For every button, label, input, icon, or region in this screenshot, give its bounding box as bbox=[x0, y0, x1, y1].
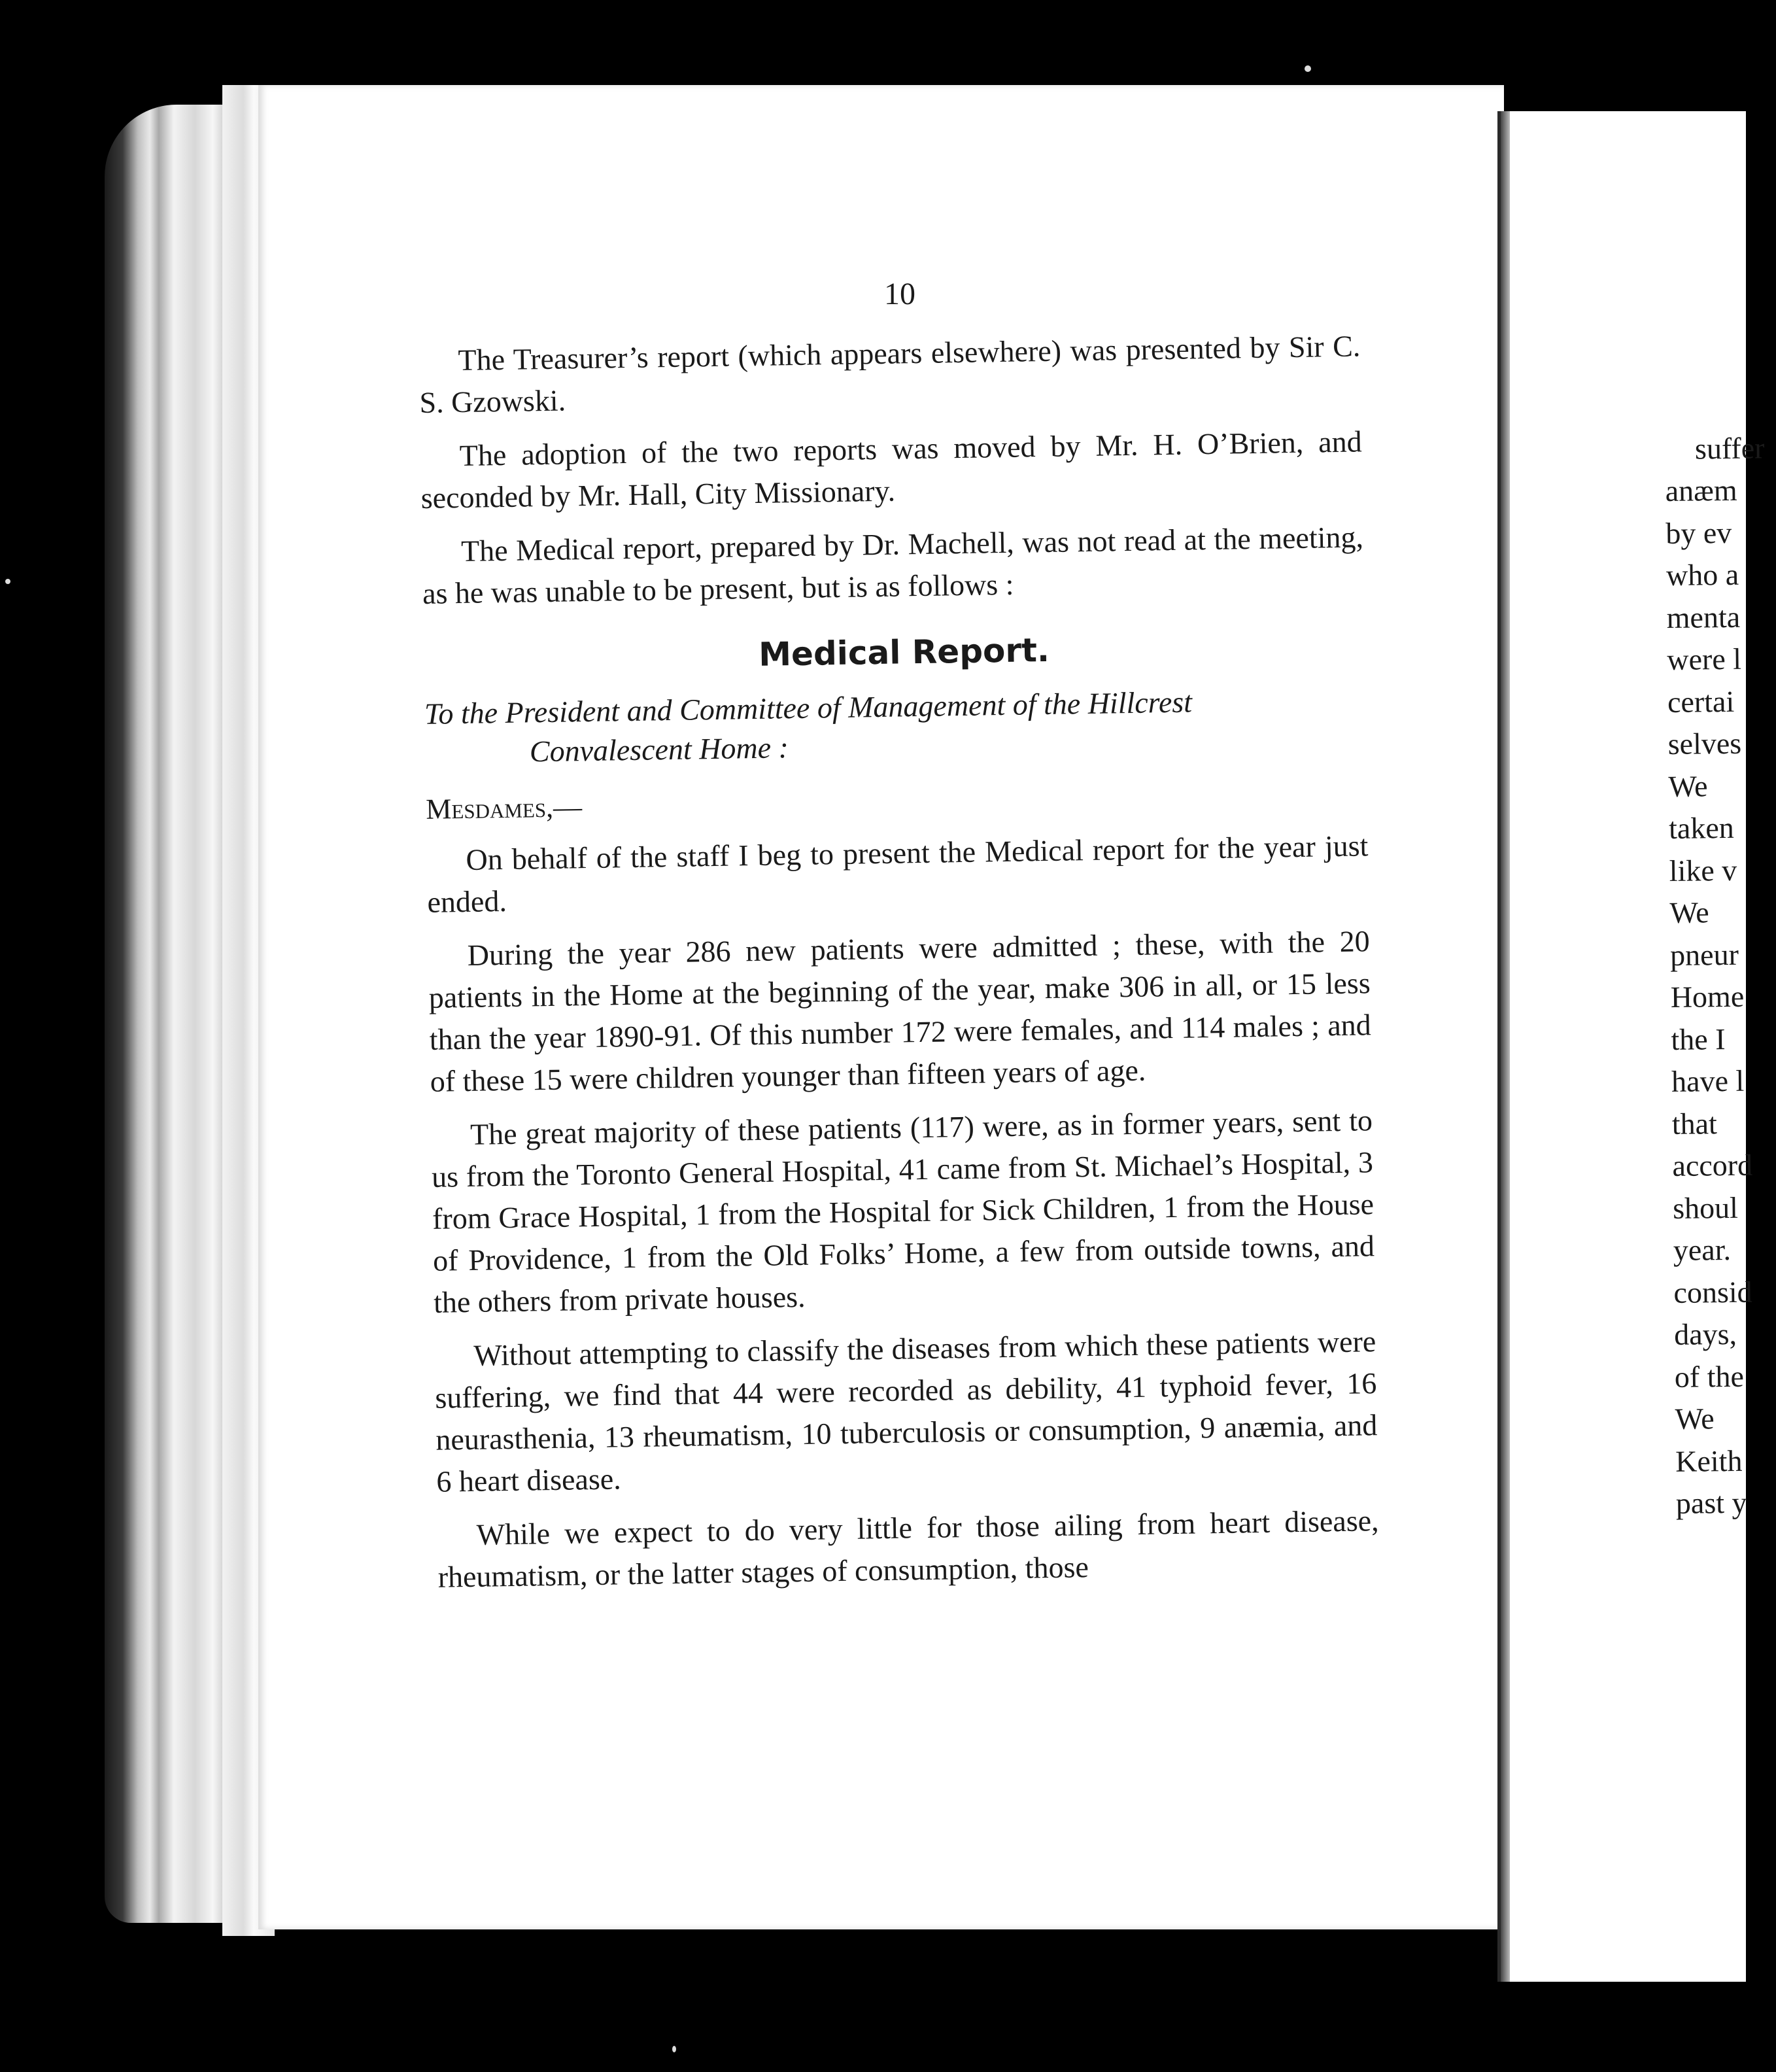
right-line: consid bbox=[1673, 1275, 1752, 1309]
right-line: certai bbox=[1667, 684, 1735, 719]
right-line: Home bbox=[1670, 979, 1745, 1014]
paragraph-adoption: The adoption of the two reports was moved by Mr. H. O’Brien, and seconded by Mr. Hall, City Missionary. bbox=[420, 424, 1363, 515]
page-body bbox=[418, 325, 1380, 1610]
salutation: Mesdames,— bbox=[425, 791, 583, 825]
right-line: menta bbox=[1666, 600, 1741, 634]
book-gutter bbox=[1501, 111, 1510, 1982]
right-line: past y bbox=[1675, 1485, 1747, 1520]
right-line: were l bbox=[1667, 642, 1742, 676]
page-number: 10 bbox=[884, 277, 915, 311]
section-heading: Medical Report. bbox=[758, 630, 1050, 674]
right-line: anæm bbox=[1665, 473, 1737, 508]
address-line-2: Convalescent Home : bbox=[529, 731, 789, 768]
right-line: who a bbox=[1665, 557, 1739, 592]
paragraph-treasurer: The Treasurer’s report (which appears elsewhere) was presented by Sir C. S. Gzowski. bbox=[419, 329, 1361, 419]
right-line: shoul bbox=[1672, 1190, 1739, 1225]
right-line: accord bbox=[1672, 1148, 1753, 1183]
dust-speck bbox=[672, 2046, 676, 2052]
right-line: of the bbox=[1674, 1359, 1745, 1394]
right-line: year. bbox=[1673, 1233, 1732, 1267]
right-line: selves bbox=[1667, 726, 1742, 761]
right-page-text bbox=[1664, 385, 1776, 1566]
right-line: Keith bbox=[1675, 1443, 1743, 1478]
right-line: We bbox=[1668, 768, 1708, 803]
paragraph-diseases: Without attempting to classify the diseases from which these patients were suffering, we find that 44 were recorded as debility, 41 typhoid fever, 16 neurasthenia, 13 rheumatism, 10 tuberculosis or consumption, 9 anæmia, and 6 heart disease. bbox=[435, 1324, 1378, 1498]
right-line: by ev bbox=[1665, 515, 1732, 550]
right-line: We bbox=[1669, 895, 1709, 929]
right-line: pneur bbox=[1669, 937, 1739, 972]
right-line: the I bbox=[1671, 1022, 1726, 1056]
paragraph-admissions: During the year 286 new patients were admitted ; these, with the 20 patients in the Home at the beginning of the year, make 306 in all, or 15 less than the year 1890-91. Of this number 172 were females, and 114 males ; and of these 15 were children younger than fifteen years of age. bbox=[428, 924, 1372, 1098]
right-line: have l bbox=[1671, 1063, 1745, 1098]
right-line: suffer bbox=[1694, 430, 1765, 466]
dust-speck bbox=[1305, 65, 1311, 72]
right-line: days, bbox=[1673, 1317, 1737, 1351]
right-line: taken bbox=[1668, 810, 1734, 845]
paragraph-expectations: While we expect to do very little for those ailing from heart disease, rheumatism, or the latter stages of consumption, those bbox=[437, 1504, 1379, 1594]
right-line: that bbox=[1671, 1106, 1718, 1141]
right-line: like v bbox=[1669, 853, 1737, 888]
paragraph-medical-intro: The Medical report, prepared by Dr. Machell, was not read at the meeting, as he was unable to be present, but is as follows : bbox=[422, 520, 1364, 610]
paragraph-sources: The great majority of these patients (117) were, as in former years, sent to us from the Toronto General Hospital, 41 came from St. Michael’s Hospital, 3 from Grace Hospital, 1 from the Hospital for Sick Children, 1 from the House of Providence, 1 from the Old Folks’ Home, a few from outside towns, and the others from private houses. bbox=[431, 1103, 1375, 1319]
dust-speck bbox=[5, 579, 10, 584]
paragraph-behalf: On behalf of the staff I beg to present the Medical report for the year just ended. bbox=[427, 829, 1369, 919]
address-line-1: To the President and Committee of Management of the Hillcrest bbox=[424, 685, 1193, 731]
right-line: We bbox=[1675, 1402, 1715, 1436]
address-block bbox=[424, 680, 1367, 773]
